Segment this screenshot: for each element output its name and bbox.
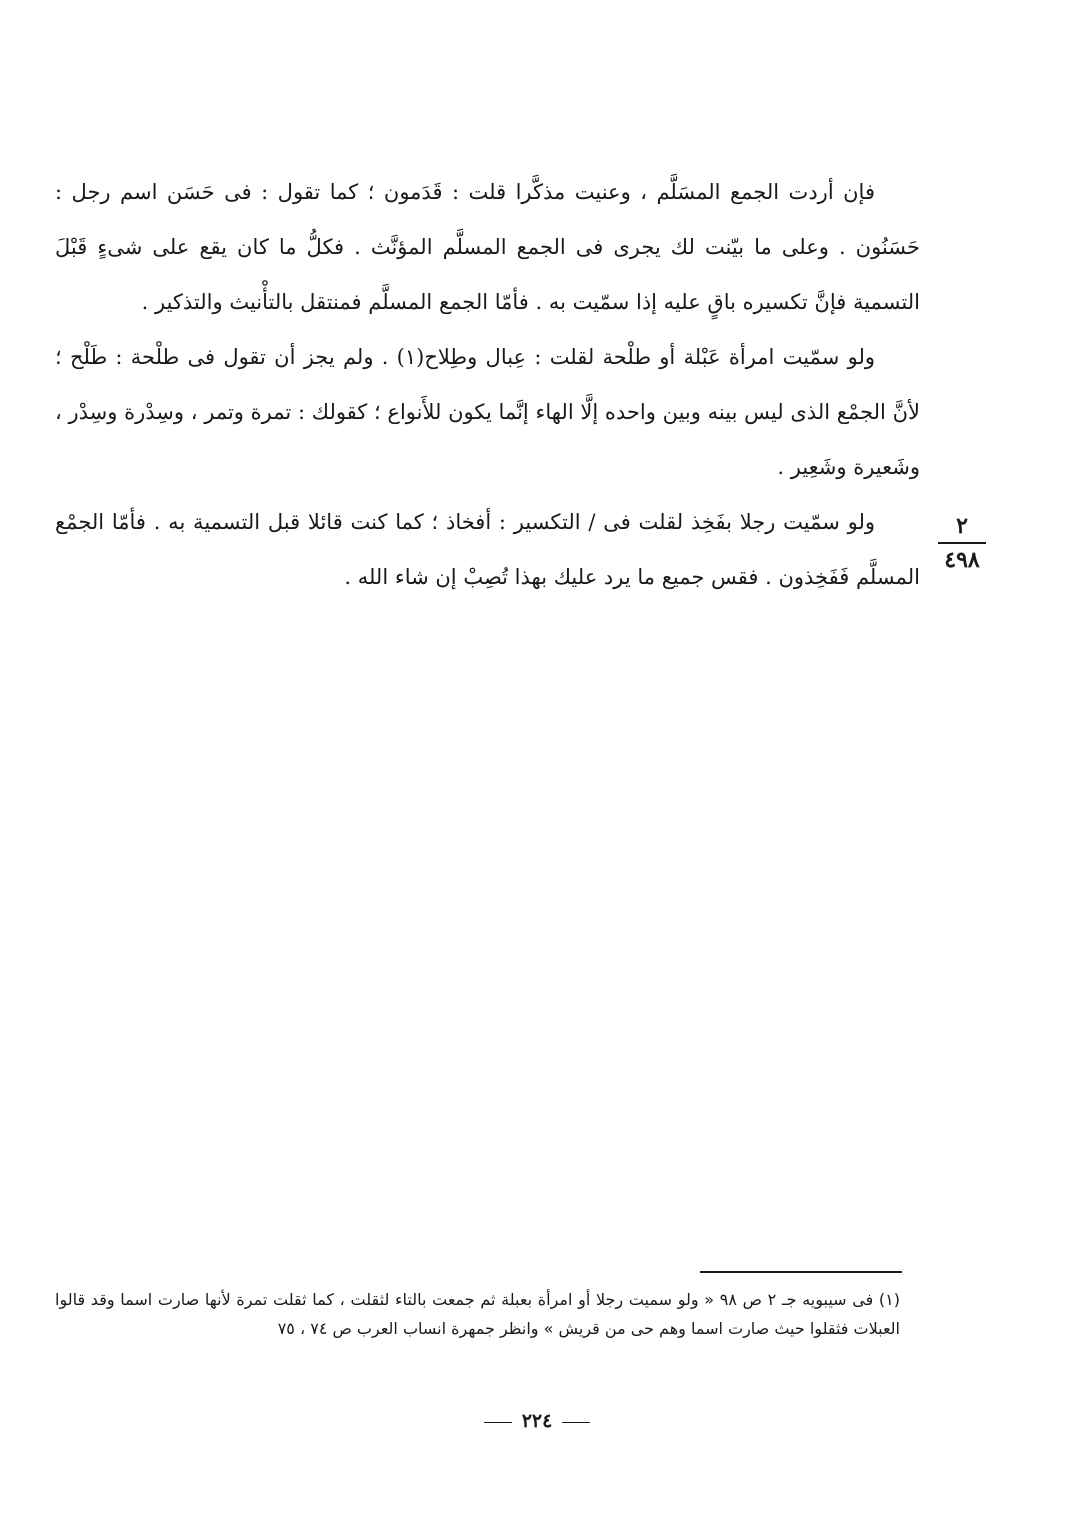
page-number-dash-left [484,1422,512,1423]
page-number-dash-right [562,1422,590,1423]
main-text [55,165,920,605]
page-number [0,1410,1074,1432]
paragraph-3: ولو سمّيت رجلا بفَخِذ لقلت فى / التكسير : أفخاذ ؛ كما كنت قائلا قبل التسمية به . فأمّا الجمْع المسلَّم فَفَخِذون . فقس جميع ما يرد عليك بهذا تُصِبْ إن شاء الله . [55,510,920,589]
footnote [55,1285,900,1343]
page-number-text: ٢٢٤ [521,1410,553,1432]
margin-volume-number: ٢ [938,512,986,544]
paragraph-2: ولو سمّيت امرأة عَبْلة أو طلْحة لقلت : عِبال وطِلاح(١) . ولم يجز أن تقول فى طلْحة : طَلْح ؛ لأنَّ الجمْع الذى ليس بينه وبين واحده إلَّا الهاء إنَّما يكون للأَنواع ؛ كقولك : تمرة وتمر ، وسِدْرة وسِدْر ، وشَعيرة وشَعِير . [55,345,920,479]
margin-reference [938,512,986,574]
footnote-separator [700,1271,902,1273]
paragraph-1: فإن أردت الجمع المسَلَّم ، وعنيت مذكَّرا قلت : قَدَمون ؛ كما تقول : فى حَسَن اسم رجل : حَسَنُون . وعلى ما بيّنت لك يجرى فى الجمع المسلَّم المؤنَّث . فكلُّ ما كان يقع على شىءٍ قَبْلَ التسمية فإنَّ تكسيره باقٍ عليه إذا سمّيت به . فأمّا الجمع المسلَّم فمنتقل بالتأْنيث والتذكير . [55,180,920,314]
footnote-text: (١) فى سيبويه جـ ٢ ص ٩٨ « ولو سميت رجلا أو امرأة بعبلة ثم جمعت بالتاء لثقلت ، كما ثقلت تمرة لأنها صارت اسما وقد قالوا العبلات فثقلوا حيث صارت اسما وهم حى من قريش » وانظر جمهرة انساب العرب ص ٧٤ ، ٧٥ [55,1290,901,1338]
margin-page-number: ٤٩٨ [944,547,980,573]
